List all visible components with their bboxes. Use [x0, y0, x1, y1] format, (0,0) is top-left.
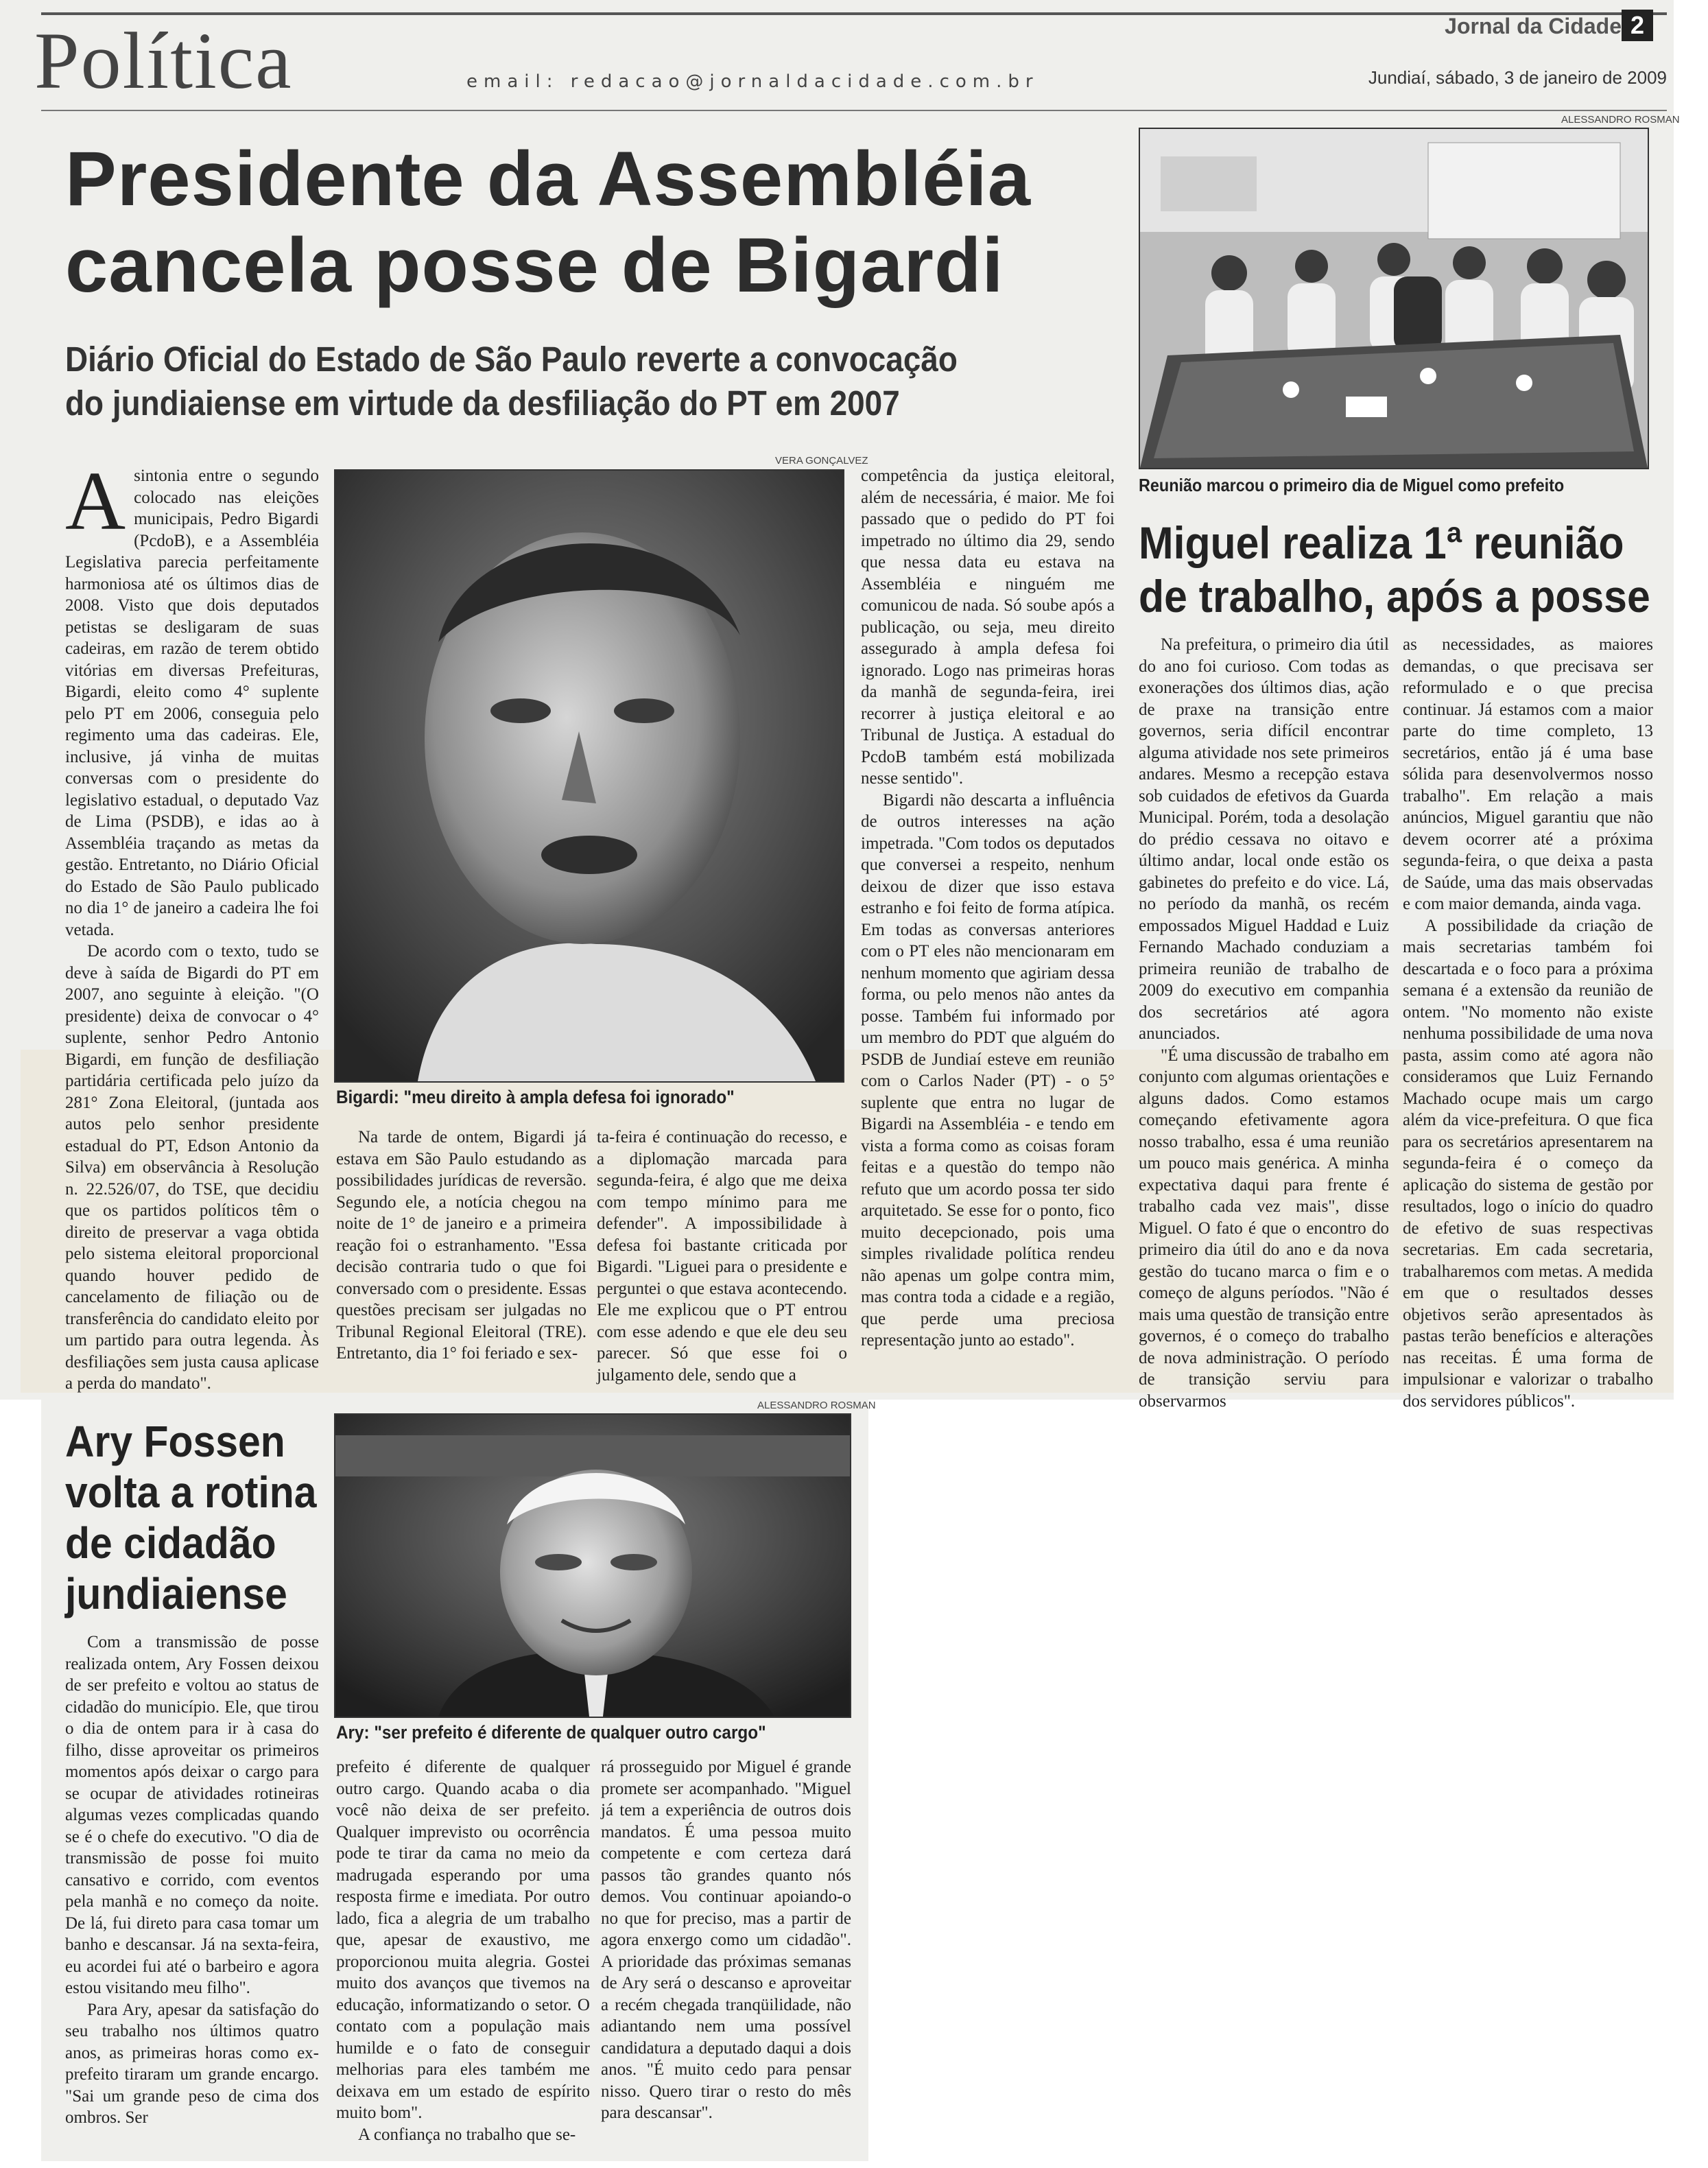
subhead-line: do jundiaiense em virtude da desfiliação do PT em 2007: [65, 384, 900, 423]
main-subheadline: [65, 338, 1016, 425]
meeting-image: [1140, 129, 1648, 468]
paragraph: sintonia entre o segundo colocado nas eleições municipais, Pedro Bigardi (PcdoB), e a Assembléia Legislativa parecia perfeitamente harmoniosa até os últimos dias de 2008. Visto que dois deputados petistas se desligaram de suas cadeiras, em razão de terem obtido vitórias em diversas Prefeituras, Bigardi, eleito como 4° suplente pelo PT em 2006, conseguia pelo regimento uma das cadeiras. Ele, inclusive, já vinha de muitas conversas com o presidente do legislativo estadual, o deputado Vaz de Lima (PSDB), e idas ao à Assembléia traçando as metas da gestão. Entretanto, no Diário Oficial do Estado de São Paulo publicado no dia 1° de janeiro a cadeira lhe foi vetada.: [65, 467, 319, 939]
miguel-headline: [1139, 516, 1650, 623]
miguel-story-column-1: [1139, 634, 1389, 1412]
drop-cap: A: [65, 455, 126, 547]
main-headline: [65, 136, 1122, 309]
main-story-column-4: [861, 465, 1115, 1352]
paragraph: Na tarde de ontem, Bigardi já estava em São Paulo estudando as possibilidades jurídicas de reversão. Segundo ele, a notícia chegou na noite de 1° de janeiro e a primeira reação foi o estranhamento. "Essa decisão contraria tudo o que foi conversado com o presidente. Essas questões precisam ser julgadas no Tribunal Regional Eleitoral (TRE). Entretanto, dia 1° foi feriado e sex-: [336, 1128, 586, 1363]
meeting-photo: [1139, 128, 1649, 469]
main-story-column-1: [65, 455, 319, 1393]
clipping-cutout: [868, 1400, 1708, 2168]
page-number: 2: [1622, 10, 1653, 41]
photo-credit: VERA GONÇALVEZ: [775, 455, 868, 467]
headline-line: de cidadão: [65, 1518, 276, 1568]
headline-line: Miguel realiza 1ª reunião: [1139, 517, 1624, 568]
photo-credit: ALESSANDRO ROSMAN: [1561, 114, 1680, 126]
subhead-line: Diário Oficial do Estado de São Paulo reverte a convocação: [65, 340, 958, 379]
photo-caption: Ary: "ser prefeito é diferente de qualquer outro cargo": [336, 1722, 766, 1743]
paragraph: "É uma discussão de trabalho em conjunto com algumas orientações e alguns dados. Como estamos começando efetivamente agora nosso trabalho, essa é uma reunião um pouco mais genérica. A minha expectativa daqui para frente é trabalho cada vez mais", disse Miguel. O fato é que o encontro do primeiro dia útil do ano e da nova gestão do tucano marca o fim e o começo de alguns períodos. "Não é mais uma questão de transição entre governos, é o começo do trabalho de nova administração. O período de transição serviu para observarmos: [1139, 1046, 1389, 1411]
paragraph: rá prosseguido por Miguel é grande promete ser acompanhado. "Miguel já tem a experiência de outros dois mandatos. É uma pessoa muito competente e com certeza dará passos tão grandes quanto nós demos. Vou continuar apoiando-o no que for preciso, mas a partir de agora enxergo como um cidadão". A prioridade das próximas semanas de Ary será o descanso e aproveitar a recém chegada tranqüilidade, não adiantando nem uma possível candidatura a deputado daqui a dois anos. "É muito cedo para pensar nisso. Quero tirar o resto do mês para descansar".: [601, 1758, 851, 2122]
miguel-story-column-2: [1403, 634, 1653, 1412]
headline-line: de trabalho, após a posse: [1139, 571, 1650, 622]
headline-line: cancela posse de Bigardi: [65, 222, 1004, 308]
paragraph: as necessidades, as maiores demandas, o que precisava ser reformulado e o que precisa continuar. Já estamos com a maior parte do time completo, 13 secretários, então já é uma base sólida para desenvolvermos nosso trabalho". Em relação a mais anúncios, Miguel garantiu que não devem ocorrer até a próxima segunda-feira, o que deixa a pasta de Saúde, uma das mais observadas e com maior demanda, ainda vaga.: [1403, 635, 1653, 913]
ary-story-column-1: [65, 1631, 319, 2129]
ary-photo: [334, 1413, 851, 1718]
paragraph: Na prefeitura, o primeiro dia útil do ano foi curioso. Com todas as exonerações dos últimos dias, ação de praxe na transição entre governos, seria difícil encontrar alguma atividade nos sete primeiros andares. Mesmo a recepção estava sob cuidados de efetivos da Guarda Municipal. Porém, toda a desolação do prédio cessava no oitavo e último andar, local onde estão os gabinetes do prefeito e do vice. Lá, no período da manhã, os recém empossados Miguel Haddad e Luiz Fernando Machado conduziam a primeira reunião de trabalho de 2009 do executivo em companhia dos secretários até agora anunciados.: [1139, 635, 1389, 1043]
photo-caption: Bigardi: "meu direito à ampla defesa foi ignorado": [336, 1087, 735, 1107]
photo-credit: ALESSANDRO ROSMAN: [757, 1400, 876, 1411]
ary-headline: [65, 1416, 316, 1619]
main-story-column-3: [597, 1127, 847, 1386]
header-divider: [41, 110, 1667, 111]
headline-line: volta a rotina: [65, 1468, 317, 1517]
portrait-image: [335, 471, 843, 1081]
headline-line: Ary Fossen: [65, 1417, 285, 1466]
dateline: Jundiaí, sábado, 3 de janeiro de 2009: [1368, 67, 1667, 88]
ary-story-column-2: [336, 1756, 590, 2145]
clipping-cutout-left: [0, 1400, 41, 2168]
section-title: Política: [34, 16, 293, 106]
main-story-column-2: [336, 1127, 586, 1365]
paragraph: A possibilidade da criação de mais secretarias também foi descartada e o foco para a próxima semana é a extensão da reunião de ontem. "No momento não existe nenhuma possibilidade de uma nova pasta, assim como até agora não consideramos que Luiz Fernando Machado ocupe mais um cargo além da vice-prefeitura. O que fica para os secretários apresentarem na segunda-feira é o começo da aplicação do sistema de gestão por resultados, logo o início do quadro de efetivo de suas respectivas secretarias. Em cada secretaria, trabalharemos com metas. A medida em que o resultados desses objetivos serão apresentados às pastas terão benefícios e alterações nas receitas. É uma forma de impulsionar e valorizar o trabalho dos servidores públicos".: [1403, 916, 1653, 1411]
paragraph: prefeito é diferente de qualquer outro cargo. Quando acaba o dia você não deixa de ser prefeito. Qualquer imprevisto ou ocorrência pode te tirar da cama no meio da madrugada esperando por uma resposta firme e imediata. Por outro lado, fica a alegria de um trabalho que, apesar de exaustivo, me proporcionou muita alegria. Gostei muito dos avanços que tivemos na educação, informatizando o setor. O contato com a população mais humilde e o fato de conseguir melhorias para eles também me deixava em um estado de espírito muito bom".: [336, 1758, 590, 2122]
headline-line: Presidente da Assembléia: [65, 136, 1032, 222]
ary-portrait-image: [335, 1415, 850, 1717]
paragraph: De acordo com o texto, tudo se deve à saída de Bigardi do PT em 2007, ano seguinte à eleição. "(O presidente) deixa de convocar o 4° suplente, senhor Pedro Antonio Bigardi, em função de desfiliação partidária certificada pelo juízo da 281° Zona Eleitoral, (juntada aos autos pelo senhor presidente estadual do PT, Edson Antonio da Silva) em observância à Resolução n. 22.526/07, do TSE, que decidiu que os partidos políticos têm o direito de preservar a vaga obtida pelo sistema eleitoral proporcional quando houver pedido de cancelamento de filiação ou de transferência do candidato eleito por um partido para outra legenda. Às desfiliações sem justa causa aplicase a perda do mandato".: [65, 942, 319, 1393]
header-rule: [41, 12, 1667, 15]
paragraph: Bigardi não descarta a influência de outros interesses na ação impetrada. "Com todos os deputados que conversei a respeito, nenhum deixou de dizer que isso estava estranho e foi feito de forma atípica. Em todas as conversas anteriores com o PT eles não mencionaram em nenhum momento que agiriam dessa forma, ou pelo menos não antes da posse. Também fui informado por um membro do PDT que alguém do PSDB de Jundiaí esteve em reunião com o Carlos Nader (PT) - o 5° suplente que entra no lugar de Bigardi na Assembléia - e tendo em vista a forma como as coisas foram feitas e a questão do tempo não refuto que um acordo possa ter sido arquitetado. Se esse for o ponto, fico muito decepcionado, pois uma simples rivalidade política rendeu não apenas um golpe contra mim, mas contra toda a cidade e a região, que perde uma preciosa representação junto ao estado".: [861, 790, 1115, 1350]
headline-line: jundiaiense: [65, 1569, 287, 1618]
paragraph: Para Ary, apesar da satisfação do seu trabalho nos últimos quatro anos, as primeiras horas como ex-prefeito tiraram um grande encargo. "Sai um grande peso de cima dos ombros. Ser: [65, 2000, 319, 2127]
ary-story-column-3: [601, 1756, 851, 2124]
paragraph: ta-feira é continuação do recesso, e a diplomação marcada para segunda-feira, é algo que me deixa com tempo mínimo para me defender". A impossibilidade à defesa foi bastante criticada por Bigardi. "Liguei para o presidente e perguntei o que estava acontecendo. Ele me explicou que o PT entrou com esse adendo e que ele deu seu parecer. Só que esse foi o julgamento dele, sendo que a: [597, 1128, 847, 1385]
paragraph: A confiança no trabalho que se-: [358, 2125, 576, 2144]
paragraph: competência da justiça eleitoral, além de necessária, é maior. Me foi passado que o pedido do PT foi impetrado no último dia 29, sendo que nessa data eu estava na Assembléia e ninguém me comunicou de nada. Só soube após a publicação, ou seja, meu direito assegurado à ampla defesa foi ignorado. Logo nas primeiras horas da manhã de segunda-feira, irei recorrer à justiça eleitoral e ao Tribunal de Justiça. A estadual do PcdoB também está mobilizada nesse sentido".: [861, 467, 1115, 788]
section-email: email: redacao@jornaldacidade.com.br: [466, 71, 1039, 92]
paragraph: Com a transmissão de posse realizada ontem, Ary Fossen deixou de ser prefeito e voltou ao status de cidadão do município. Ele, que tirou o dia de ontem para ir à casa do filho, disse aproveitar os primeiros momentos após deixar o cargo para se ocupar de atividades rotineiras algumas vezes complicadas quando se é o chefe do executivo. "O dia de transmissão de posse foi muito cansativo e corrido, com eventos pela manhã e no começo da noite. De lá, fui direto para casa tomar um banho e descansar. Já na sexta-feira, eu acordei fui até o barbeiro e agora estou visitando meu filho".: [65, 1633, 319, 1997]
photo-caption: Reunião marcou o primeiro dia de Miguel como prefeito: [1139, 475, 1565, 495]
bigardi-photo: [334, 469, 844, 1083]
paper-name: Jornal da Cidade: [1445, 14, 1622, 38]
